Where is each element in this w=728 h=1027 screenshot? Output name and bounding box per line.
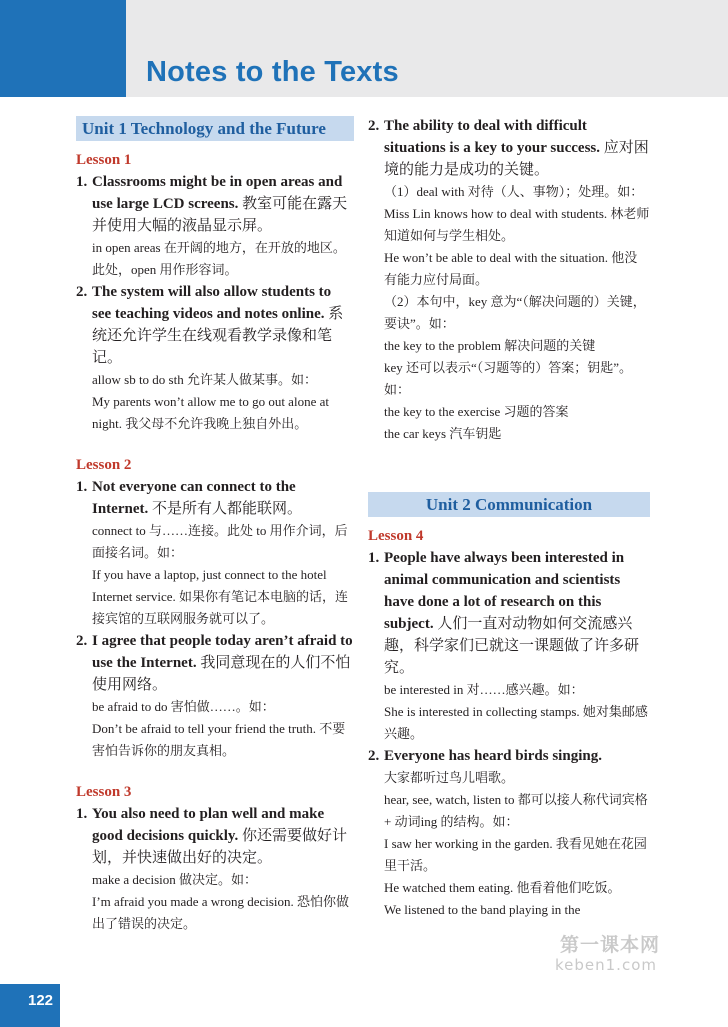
note-translation: 教室可能在露天并使用大幅的液晶显示屏。 bbox=[92, 196, 348, 234]
note-line: the key to the problem 解决问题的关键 bbox=[384, 338, 596, 353]
note-line: （2）本句中，key 意为“（解决问题的）关键，要诀”。如： bbox=[384, 294, 646, 331]
note-line: allow sb to do sth 允许某人做某事。如： bbox=[92, 372, 317, 387]
note-number: 1. bbox=[368, 550, 380, 566]
note-item bbox=[368, 745, 650, 921]
note-line: connect to 与……连接。此处 to 用作介词，后面接名词。如： bbox=[92, 523, 348, 560]
note-translation: 人们一直对动物如何交流感兴趣，科学家们已就这一课题做了许多研究。 bbox=[384, 616, 640, 676]
note-translation: 我同意现在的人们不怕使用网络。 bbox=[92, 655, 351, 693]
note-number: 2. bbox=[76, 633, 88, 649]
note-number: 1. bbox=[76, 806, 88, 822]
note-line: make a decision 做决定。如： bbox=[92, 872, 257, 887]
note-line: If you have a laptop, just connect to the hotel Internet service. 如果你有笔记本电脑的话，连接宾馆的互联网服务就可以了。 bbox=[92, 567, 348, 626]
note-number: 1. bbox=[76, 479, 88, 495]
note-sentence: The ability to deal with difficult situations is a key to your success. bbox=[384, 118, 600, 156]
note-sentence: I agree that people today aren’t afraid to use the Internet. bbox=[92, 633, 353, 671]
note-line: be interested in 对……感兴趣。如： bbox=[384, 682, 584, 697]
note-line: We listened to the band playing in the bbox=[384, 902, 581, 917]
lesson-title: Lesson 1 bbox=[76, 152, 132, 168]
note-line: He watched them eating. 他看着他们吃饭。 bbox=[384, 880, 621, 895]
note-line: I saw her working in the garden. 我看见她在花园里干活。 bbox=[384, 836, 647, 873]
note-sentence: You also need to plan well and make good decisions quickly. bbox=[92, 806, 325, 844]
note-line: （1）deal with 对待（人、事物）；处理。如： bbox=[384, 184, 644, 199]
left-column bbox=[76, 115, 354, 935]
lesson-title: Lesson 4 bbox=[368, 528, 424, 544]
lesson-title: Lesson 3 bbox=[76, 784, 132, 800]
note-translation: 系统还允许学生在线观看教学录像和笔记。 bbox=[92, 306, 344, 366]
note-item bbox=[76, 476, 354, 630]
note-line: the car keys 汽车钥匙 bbox=[384, 426, 502, 441]
note-line: the key to the exercise 习题的答案 bbox=[384, 404, 569, 419]
unit-heading: Unit 1 Technology and the Future bbox=[76, 116, 354, 141]
note-line: She is interested in collecting stamps. 她对集邮感兴趣。 bbox=[384, 704, 648, 741]
note-line: key 还可以表示“（习题等的）答案；钥匙”。如： bbox=[384, 360, 633, 397]
note-item bbox=[76, 281, 354, 435]
note-number: 1. bbox=[76, 174, 88, 190]
note-sentence: People have always been interested in animal communication and scientists have done a lot of research on this subject. bbox=[384, 550, 625, 632]
note-line: Don’t be afraid to tell your friend the truth. 不要害怕告诉你的朋友真相。 bbox=[92, 721, 346, 758]
note-line: hear, see, watch, listen to 都可以接人称代词宾格 + 动词ing 的结构。如： bbox=[384, 792, 648, 829]
note-sentence: Classrooms might be in open areas and use large LCD screens. bbox=[92, 174, 343, 212]
note-line: be afraid to do 害怕做……。如： bbox=[92, 699, 275, 714]
note-line: He won’t be able to deal with the situation. 他没有能力应付局面。 bbox=[384, 250, 638, 287]
note-translation: 应对困境的能力是成功的关键。 bbox=[384, 140, 649, 178]
note-item bbox=[76, 803, 354, 935]
note-sentence: Not everyone can connect to the Internet. bbox=[92, 479, 296, 517]
note-number: 2. bbox=[368, 748, 380, 764]
lesson-title: Lesson 2 bbox=[76, 457, 132, 473]
note-translation: 大家都听过鸟儿唱歌。 bbox=[384, 770, 515, 785]
note-item bbox=[76, 630, 354, 762]
page-title: Notes to the Texts bbox=[146, 56, 399, 88]
unit-heading: Unit 2 Communication bbox=[368, 492, 650, 517]
note-line: I’m afraid you made a wrong decision. 恐怕你做出了错误的决定。 bbox=[92, 894, 350, 931]
note-item bbox=[368, 115, 650, 445]
note-translation: 不是所有人都能联网。 bbox=[152, 501, 303, 517]
page-number-box bbox=[0, 984, 60, 1027]
note-line: My parents won’t allow me to go out alone at night. 我父母不允许我晚上独自外出。 bbox=[92, 394, 329, 431]
right-column bbox=[368, 115, 650, 921]
note-line: in open areas 在开阔的地方，在开放的地区。此处，open 用作形容词。 bbox=[92, 240, 346, 277]
note-line: Miss Lin knows how to deal with students. 林老师知道如何与学生相处。 bbox=[384, 206, 650, 243]
note-number: 2. bbox=[76, 284, 88, 300]
note-number: 2. bbox=[368, 118, 380, 134]
note-sentence: Everyone has heard birds singing. bbox=[384, 748, 602, 764]
note-item bbox=[368, 547, 650, 745]
note-translation: 你还需要做好计划，并快速做出好的决定。 bbox=[92, 828, 348, 866]
page-number: 122 bbox=[28, 992, 54, 1009]
header-corner-block bbox=[0, 0, 126, 97]
note-item bbox=[76, 171, 354, 281]
watermark: keben1.com bbox=[555, 956, 657, 974]
note-sentence: The system will also allow students to see teaching videos and notes online. bbox=[92, 284, 332, 322]
watermark: 第一课本网 bbox=[560, 934, 661, 956]
